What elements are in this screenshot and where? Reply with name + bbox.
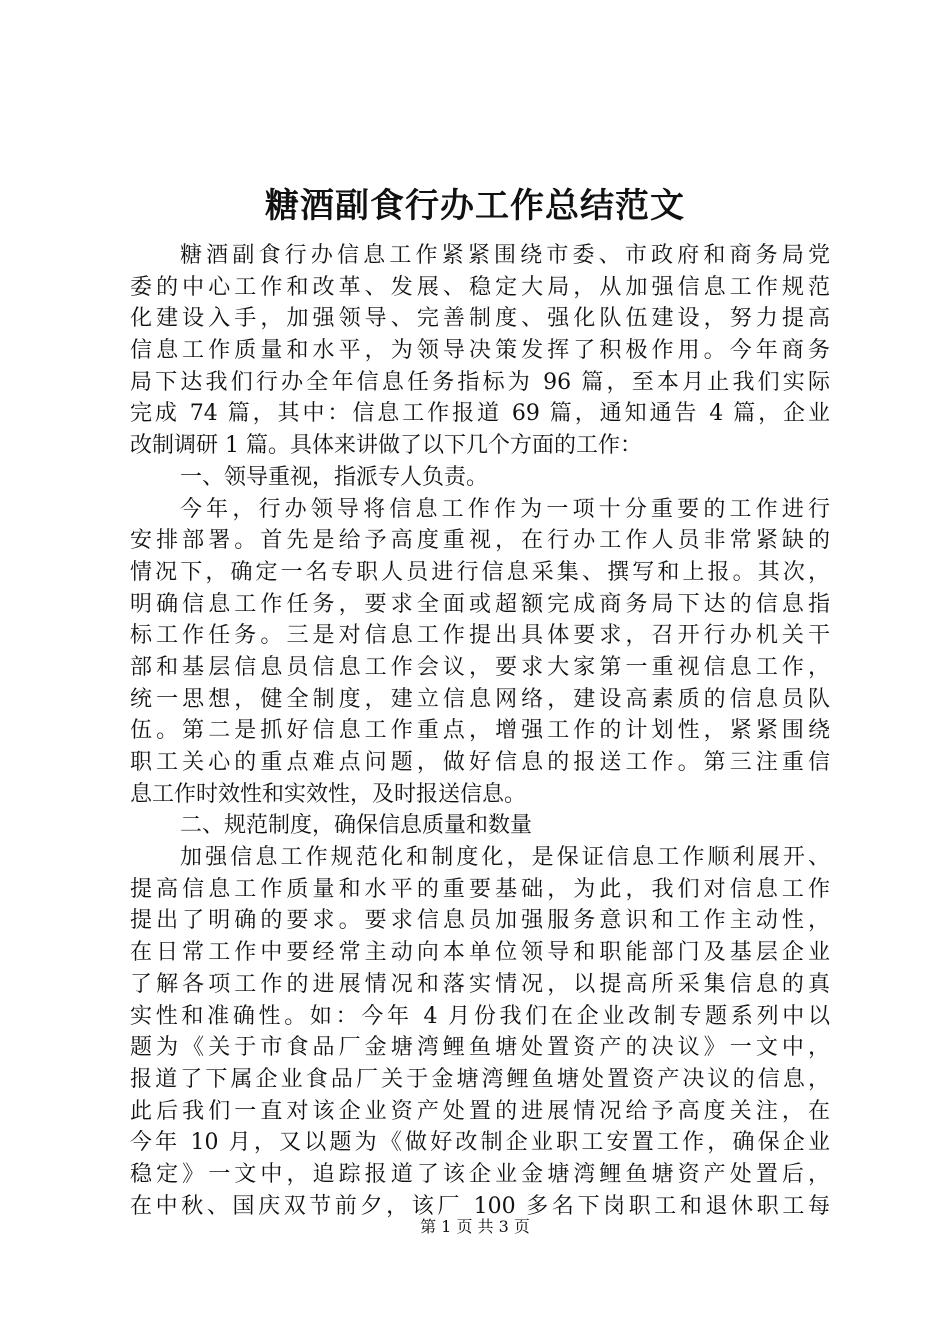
paragraph-line: 提高信息工作质量和水平的重要基础，为此，我们对信息工作	[130, 876, 830, 902]
document-title: 糖酒副食行办工作总结范文	[265, 186, 685, 226]
paragraph-line: 委的中心工作和改革、发展、稳定大局，从加强信息工作规范	[130, 274, 830, 300]
paragraph	[130, 494, 830, 811]
document-body	[130, 240, 830, 1222]
paragraph-line: 一、领导重视，指派专人负责。	[180, 464, 489, 490]
paragraph-line: 部和基层信息员信息工作会议，要求大家第一重视信息工作，	[130, 654, 830, 680]
paragraph-line: 职工关心的重点难点问题，做好信息的报送工作。第三注重信	[130, 750, 830, 775]
paragraph-line: 了解各项工作的进展情况和落实情况，以提高所采集信息的真	[130, 971, 830, 997]
paragraph-line: 改制调研 1 篇。具体来讲做了以下几个方面的工作：	[130, 433, 642, 459]
paragraph-line: 二、规范制度，确保信息质量和数量	[180, 813, 533, 839]
page-footer: 第 1 页 共 3 页	[420, 1217, 530, 1236]
paragraph-line: 加强信息工作规范化和制度化，是保证信息工作顺利展开、	[180, 845, 830, 871]
paragraph-line: 标工作任务。三是对信息工作提出具体要求，召开行办机关干	[130, 623, 830, 649]
paragraph-line: 局下达我们行办全年信息任务指标为 96 篇，至本月止我们实际	[130, 369, 830, 395]
paragraph-line: 今年，行办领导将信息工作作为一项十分重要的工作进行	[180, 496, 830, 522]
paragraph-line: 明确信息工作任务，要求全面或超额完成商务局下达的信息指	[130, 591, 830, 617]
paragraph-line: 息工作时效性和实效性，及时报送信息。	[130, 781, 527, 807]
paragraph-line: 安排部署。首先是给予高度重视，在行办工作人员非常紧缺的	[130, 528, 830, 554]
paragraph	[130, 842, 830, 1222]
paragraph-line: 在日常工作中要经常主动向本单位领导和职能部门及基层企业	[130, 940, 830, 966]
paragraph-line: 此后我们一直对该企业资产处置的进展情况给予高度关注，在	[130, 1098, 830, 1124]
paragraph-line: 实性和准确性。如：今年 4 月份我们在企业改制专题系列中以	[130, 1003, 830, 1029]
paragraph-line: 信息工作质量和水平，为领导决策发挥了积极作用。今年商务	[130, 338, 830, 364]
paragraph	[130, 810, 830, 842]
paragraph-line: 糖酒副食行办信息工作紧紧围绕市委、市政府和商务局党	[180, 243, 830, 268]
paragraph-line: 今年 10 月，又以题为《做好改制企业职工安置工作，确保企业	[130, 1130, 830, 1156]
paragraph-line: 伍。第二是抓好信息工作重点，增强工作的计划性，紧紧围绕	[130, 718, 830, 744]
paragraph-line: 报道了下属企业食品厂关于金塘湾鲤鱼塘处置资产决议的信息，	[130, 1066, 830, 1092]
paragraph-line: 完成 74 篇，其中：信息工作报道 69 篇，通知通告 4 篇，企业	[130, 401, 830, 427]
paragraph-line: 在中秋、国庆双节前夕，该厂 100 多名下岗职工和退休职工每	[130, 1193, 830, 1219]
paragraph	[130, 240, 830, 462]
paragraph-line: 题为《关于市食品厂金塘湾鲤鱼塘处置资产的决议》一文中，	[130, 1035, 830, 1061]
paragraph-line: 统一思想，健全制度，建立信息网络，建设高素质的信息员队	[130, 686, 830, 712]
paragraph-line: 情况下，确定一名专职人员进行信息采集、撰写和上报。其次，	[130, 559, 830, 585]
paragraph-line: 提出了明确的要求。要求信息员加强服务意识和工作主动性，	[130, 908, 830, 934]
paragraph	[130, 462, 830, 494]
paragraph-line: 稳定》一文中，追踪报道了该企业金塘湾鲤鱼塘资产处置后，	[130, 1161, 830, 1187]
paragraph-line: 化建设入手，加强领导、完善制度、强化队伍建设，努力提高	[130, 306, 830, 332]
